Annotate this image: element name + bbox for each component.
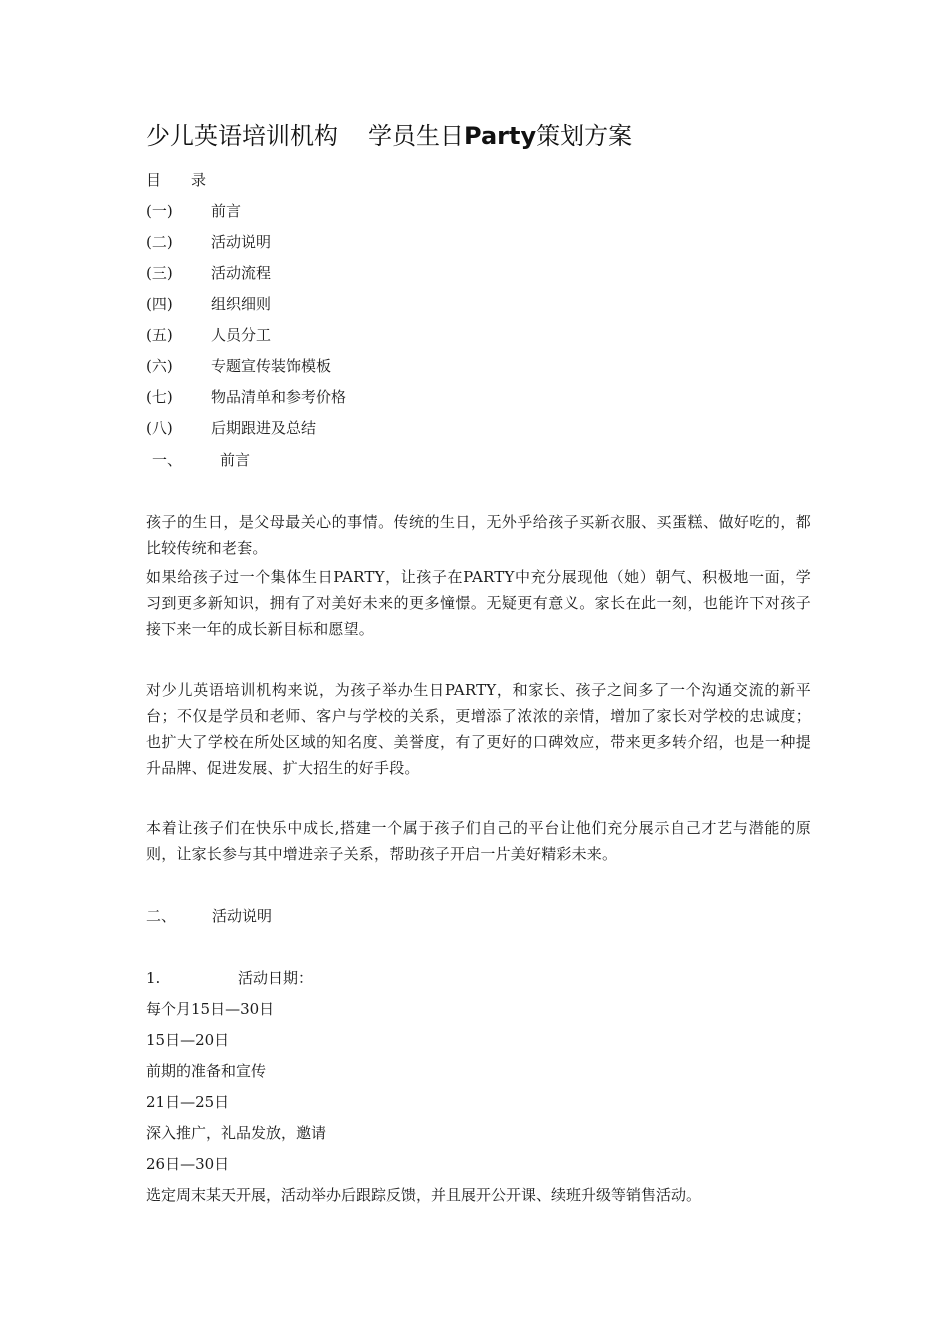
toc-number: (三) [146, 264, 173, 282]
schedule-line: 26日—30日 [146, 1155, 230, 1173]
schedule-line: 15日—20日 [146, 1031, 230, 1049]
toc-item [146, 418, 316, 438]
toc-item [146, 232, 271, 252]
title-part1: 少儿英语培训机构 [146, 122, 338, 150]
item-label: 活动日期： [238, 969, 314, 987]
toc-item [146, 356, 331, 376]
paragraph: 孩子的生日，是父母最关心的事情。传统的生日，无外乎给孩子买新衣服、买蛋糕、做好吃的，都比较传统和老套。 [146, 513, 811, 557]
section-heading-activity [146, 906, 272, 926]
title-bold: Party [464, 122, 537, 150]
toc-number: (八) [146, 419, 173, 437]
toc-item [146, 325, 271, 345]
toc-heading: 目 录 [146, 171, 207, 189]
title-part2: 学员生日 [368, 122, 464, 150]
toc-number: (一) [146, 202, 173, 220]
toc-label: 专题宣传装饰模板 [211, 357, 332, 375]
toc-label: 活动说明 [211, 233, 272, 251]
title-part3: 策划方案 [536, 122, 633, 150]
paragraph: 对少儿英语培训机构来说，为孩子举办生日PARTY，和家长、孩子之间多了一个沟通交流的新平台；不仅是学员和老师、客户与学校的关系，更增添了浓浓的亲情，增加了家长对学校的忠诚度；也扩大了学校在所处区域的知名度、美誉度，有了更好的口碑效应，带来更多转介绍，也是一种提升品牌、促进发展、扩大招生的好手段。 [146, 681, 811, 777]
section-title: 活动说明 [212, 907, 273, 925]
item-number: 1. [146, 969, 161, 987]
list-item-heading [146, 968, 313, 988]
section-heading-preface [152, 450, 250, 470]
toc-label: 组织细则 [211, 295, 272, 313]
schedule-line: 前期的准备和宣传 [146, 1062, 267, 1080]
section-title: 前言 [220, 451, 251, 469]
section-number: 一、 [152, 451, 183, 469]
toc-number: (四) [146, 295, 173, 313]
toc-label: 后期跟进及总结 [211, 419, 317, 437]
schedule-line: 21日—25日 [146, 1093, 230, 1111]
document-title [146, 116, 632, 151]
toc-number: (五) [146, 326, 173, 344]
toc-label: 活动流程 [211, 264, 272, 282]
schedule-line: 深入推广，礼品发放，邀请 [146, 1124, 327, 1142]
schedule-line: 选定周末某天开展，活动举办后跟踪反馈，并且展开公开课、续班升级等销售活动。 [146, 1186, 702, 1204]
section-number: 二、 [146, 907, 177, 925]
toc-label: 前言 [211, 202, 242, 220]
toc-label: 物品清单和参考价格 [211, 388, 347, 406]
toc-item [146, 294, 271, 314]
toc-item [146, 263, 271, 283]
schedule-line: 每个月15日—30日 [146, 1000, 275, 1018]
paragraph: 本着让孩子们在快乐中成长,搭建一个属于孩子们自己的平台让他们充分展示自己才艺与潜能的原则，让家长参与其中增进亲子关系，帮助孩子开启一片美好精彩未来。 [146, 819, 811, 863]
paragraph: 如果给孩子过一个集体生日PARTY，让孩子在PARTY中充分展现他（她）朝气、积极地一面，学习到更多新知识，拥有了对美好未来的更多憧憬。无疑更有意义。家长在此一刻，也能许下对孩子接下来一年的成长新目标和愿望。 [146, 568, 811, 638]
toc-number: (七) [146, 388, 173, 406]
toc-number: (二) [146, 233, 173, 251]
toc-number: (六) [146, 357, 173, 375]
toc-label: 人员分工 [211, 326, 272, 344]
toc-item [146, 201, 241, 221]
toc-item [146, 387, 346, 407]
